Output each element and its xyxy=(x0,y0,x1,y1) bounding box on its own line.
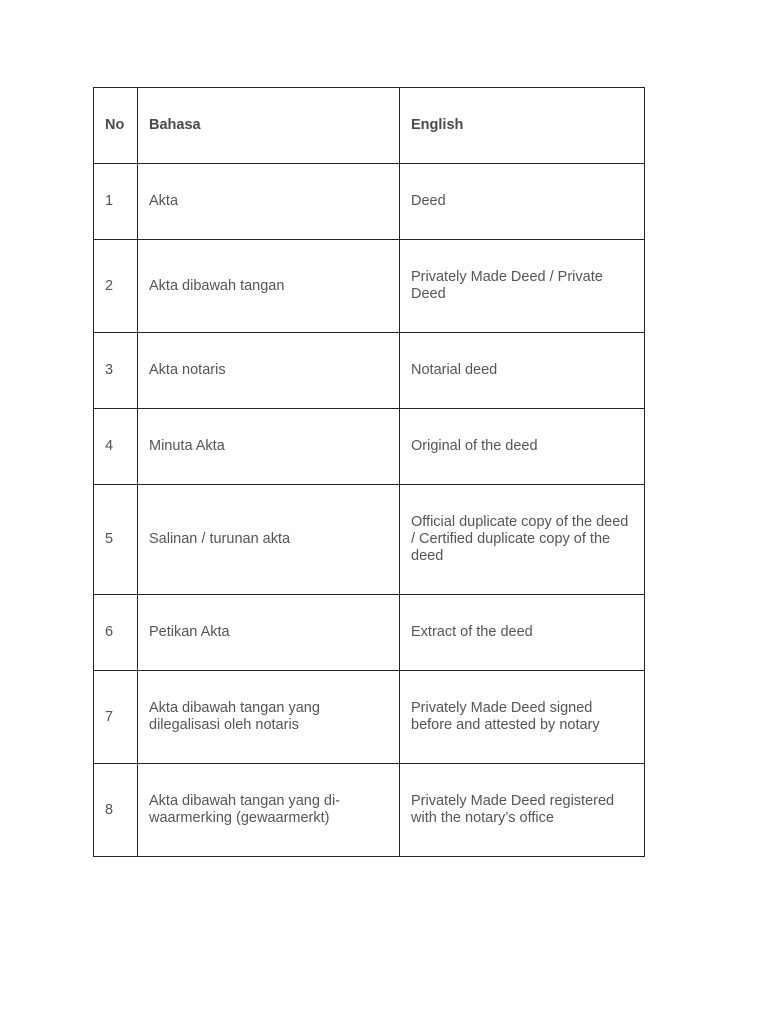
cell-bahasa: Akta dibawah tangan yang di-waarmerking (gewaarmerkt) xyxy=(138,764,400,857)
cell-no: 2 xyxy=(94,240,138,333)
cell-english: Extract of the deed xyxy=(400,595,645,671)
cell-bahasa: Akta xyxy=(138,164,400,240)
table-row xyxy=(94,409,645,485)
cell-english: Original of the deed xyxy=(400,409,645,485)
cell-bahasa: Petikan Akta xyxy=(138,595,400,671)
cell-bahasa: Minuta Akta xyxy=(138,409,400,485)
cell-bahasa: Akta dibawah tangan yang dilegalisasi oleh notaris xyxy=(138,671,400,764)
cell-english: Privately Made Deed registered with the notary’s office xyxy=(400,764,645,857)
cell-no: 8 xyxy=(94,764,138,857)
table-row xyxy=(94,333,645,409)
header-english: English xyxy=(400,88,645,164)
table-header-row xyxy=(94,88,645,164)
cell-no: 4 xyxy=(94,409,138,485)
cell-english: Notarial deed xyxy=(400,333,645,409)
table-row xyxy=(94,764,645,857)
table-row xyxy=(94,164,645,240)
cell-english: Privately Made Deed / Private Deed xyxy=(400,240,645,333)
table-row xyxy=(94,595,645,671)
cell-english: Official duplicate copy of the deed / Certified duplicate copy of the deed xyxy=(400,485,645,595)
cell-english: Privately Made Deed signed before and attested by notary xyxy=(400,671,645,764)
table-row xyxy=(94,485,645,595)
cell-no: 1 xyxy=(94,164,138,240)
table-row xyxy=(94,240,645,333)
cell-bahasa: Akta notaris xyxy=(138,333,400,409)
cell-no: 5 xyxy=(94,485,138,595)
table-row xyxy=(94,671,645,764)
cell-no: 7 xyxy=(94,671,138,764)
cell-english: Deed xyxy=(400,164,645,240)
glossary-table xyxy=(93,87,645,857)
cell-no: 3 xyxy=(94,333,138,409)
cell-bahasa: Salinan / turunan akta xyxy=(138,485,400,595)
cell-bahasa: Akta dibawah tangan xyxy=(138,240,400,333)
header-bahasa: Bahasa xyxy=(138,88,400,164)
header-no: No xyxy=(94,88,138,164)
cell-no: 6 xyxy=(94,595,138,671)
